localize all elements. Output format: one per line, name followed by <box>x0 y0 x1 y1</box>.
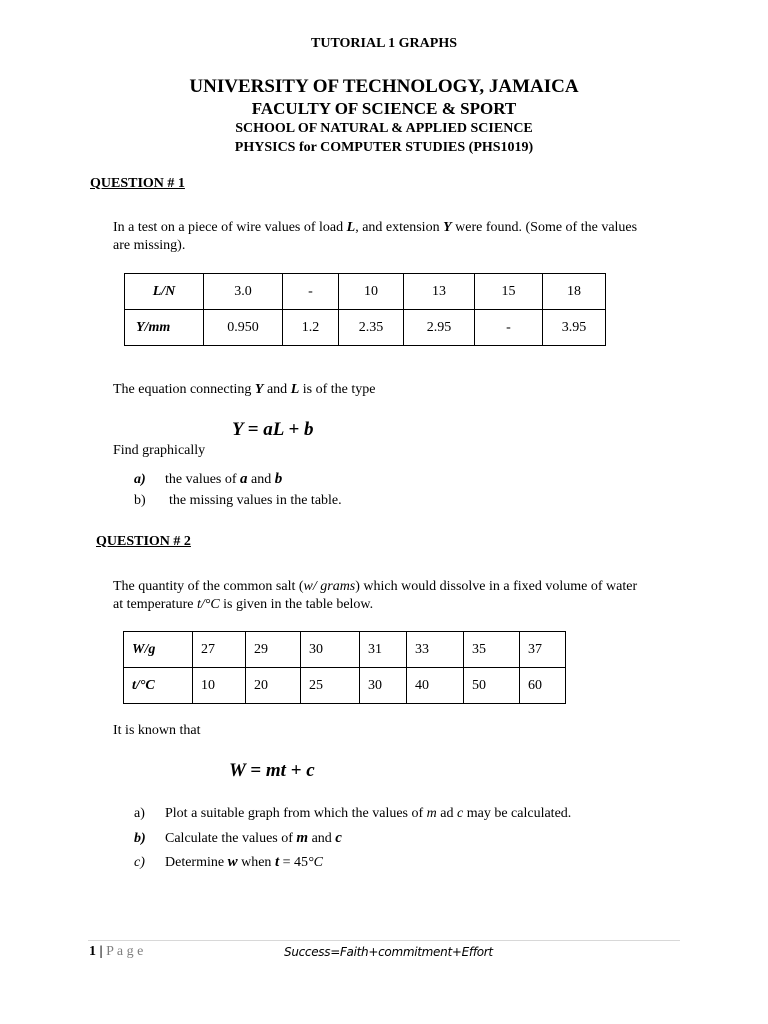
table-cell: 10 <box>339 274 404 310</box>
question-1-intro-line2: are missing). <box>113 238 186 253</box>
table-cell: 25 <box>301 668 360 704</box>
table-header-cell: L/N <box>125 274 204 310</box>
table-row <box>125 310 606 346</box>
table-cell: 31 <box>360 632 407 668</box>
table-cell: 2.95 <box>404 310 475 346</box>
equation-1: Y = aL + b <box>232 419 314 440</box>
question-1-table <box>124 273 606 346</box>
question-2-item-c: c) Determine w when t = 45°C <box>134 854 323 870</box>
table-cell: 29 <box>246 632 301 668</box>
question-2-heading: QUESTION # 2 <box>96 534 191 549</box>
table-cell: 3.0 <box>204 274 283 310</box>
question-2-intro-line2: at temperature t/°C is given in the table below. <box>113 597 374 612</box>
question-1-item-b: b) the missing values in the table. <box>134 493 342 508</box>
table-header-cell: t/°C <box>124 668 193 704</box>
table-cell: 15 <box>475 274 543 310</box>
table-row <box>125 274 606 310</box>
footer-motto: Success=Faith+commitment+Effort <box>284 945 493 959</box>
page-number: 1 <box>89 944 96 959</box>
question-2-table <box>123 631 566 704</box>
question-2-item-b: b) Calculate the values of m and c <box>134 830 342 846</box>
equation-2: W = mt + c <box>229 760 315 781</box>
table-cell: 33 <box>407 632 464 668</box>
item-label: c) <box>134 855 145 870</box>
table-cell: 60 <box>520 668 566 704</box>
course-name: PHYSICS for COMPUTER STUDIES (PHS1019) <box>234 140 534 155</box>
school-name: SCHOOL OF NATURAL & APPLIED SCIENCE <box>235 121 533 136</box>
table-cell: 40 <box>407 668 464 704</box>
footer-page-indicator: 1 | P a g e <box>89 944 144 959</box>
table-cell: 0.950 <box>204 310 283 346</box>
known-text: It is known that <box>113 723 201 738</box>
table-cell: 10 <box>193 668 246 704</box>
question-1-intro-line1: In a test on a piece of wire values of load L, and extension Y were found. (Some of the values <box>113 220 638 235</box>
table-cell: 30 <box>360 668 407 704</box>
table-cell: 13 <box>404 274 475 310</box>
item-label: a) <box>134 472 146 487</box>
table-cell: 2.35 <box>339 310 404 346</box>
table-cell: 50 <box>464 668 520 704</box>
equation-intro: The equation connecting Y and L is of the type <box>113 382 376 397</box>
table-cell: 35 <box>464 632 520 668</box>
table-row <box>124 632 566 668</box>
question-2-intro-line1: The quantity of the common salt (w/ grams) which would dissolve in a fixed volume of water <box>113 579 638 594</box>
university-name: UNIVERSITY OF TECHNOLOGY, JAMAICA <box>189 76 579 97</box>
table-cell: 27 <box>193 632 246 668</box>
table-header-cell: W/g <box>124 632 193 668</box>
table-cell: 18 <box>543 274 606 310</box>
table-cell: 3.95 <box>543 310 606 346</box>
faculty-name: FACULTY OF SCIENCE & SPORT <box>251 99 517 118</box>
item-label: a) <box>134 806 145 821</box>
page-label: P a g e <box>106 944 144 959</box>
question-1-heading: QUESTION # 1 <box>90 176 185 191</box>
find-graphically-text: Find graphically <box>113 443 206 458</box>
table-cell: 30 <box>301 632 360 668</box>
table-cell: - <box>283 274 339 310</box>
table-cell: 20 <box>246 668 301 704</box>
table-cell: 37 <box>520 632 566 668</box>
item-label: b) <box>134 831 146 846</box>
tutorial-title: TUTORIAL 1 GRAPHS <box>311 36 457 51</box>
question-1-item-a: a) the values of a and b <box>134 471 283 487</box>
item-label: b) <box>134 493 146 508</box>
footer-divider <box>88 940 680 941</box>
question-2-item-a: a) Plot a suitable graph from which the values of m ad c may be calculated. <box>134 806 572 821</box>
table-row <box>124 668 566 704</box>
table-cell: 1.2 <box>283 310 339 346</box>
table-header-cell: Y/mm <box>125 310 204 346</box>
table-cell: - <box>475 310 543 346</box>
